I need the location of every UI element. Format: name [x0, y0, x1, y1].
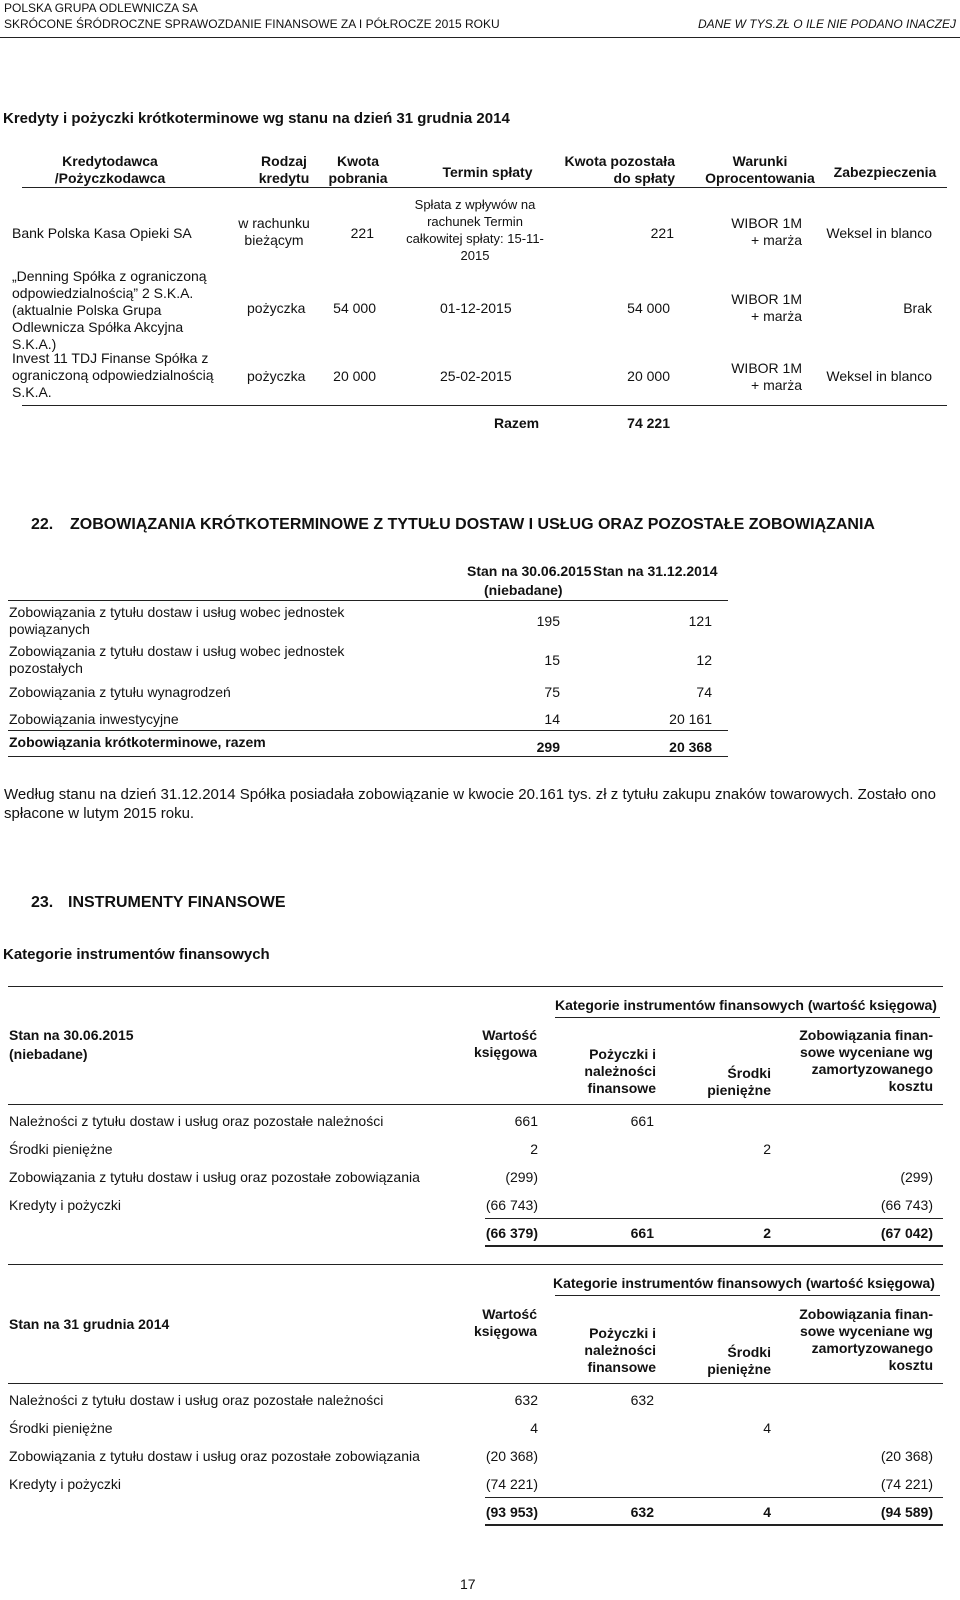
loan-row-2-amount: 54 000 — [333, 300, 376, 316]
table-b-bottom-rule — [485, 1524, 943, 1526]
section-23-subtitle: Kategorie instrumentów finansowych — [3, 946, 270, 963]
table-a-row-1-label: Należności z tytułu dostaw i usług oraz pozostałe należności — [9, 1113, 384, 1129]
table-a-top-rule — [8, 986, 943, 987]
table-a-date-note: (niebadane) — [9, 1046, 88, 1062]
table-a-total-loans: 661 — [630, 1225, 654, 1241]
table-a-h-liab: Zobowiązania finan- sowe wyceniane wg zamortyzowanego kosztu — [799, 1027, 933, 1094]
table-a-group-rule — [555, 1017, 940, 1018]
col-lender: Kredytodawca /Pożyczkodawca — [54, 153, 166, 186]
table-a-h-value: Wartość księgowa — [473, 1027, 537, 1060]
loans-body-rule — [22, 405, 947, 406]
liab-row-3-v2: 74 — [696, 684, 712, 700]
table-b-h-cash: Środki pieniężne — [707, 1344, 771, 1377]
table-b-total-rule — [485, 1497, 943, 1498]
table-b-total-loans: 632 — [630, 1504, 654, 1520]
liab-row-1-label: Zobowiązania z tytułu dostaw i usług wobec jednostek powiązanych — [9, 604, 345, 637]
table-b-date: Stan na 31 grudnia 2014 — [9, 1316, 170, 1332]
table-b-total-liab: (94 589) — [880, 1504, 933, 1520]
table-b-row-1-label: Należności z tytułu dostaw i usług oraz pozostałe należności — [9, 1392, 384, 1408]
table-a-row-3-liab: (299) — [900, 1169, 933, 1185]
table-b-row-1-value: 632 — [514, 1392, 538, 1408]
col-interest: Warunki Oprocentowania — [705, 153, 815, 186]
table-a-row-1-loans: 661 — [630, 1113, 654, 1129]
loans-title: Kredyty i pożyczki krótkoterminowe wg stanu na dzień 31 grudnia 2014 — [3, 110, 510, 127]
col-stan-2014: Stan na 31.12.2014 — [593, 563, 718, 579]
col-term: Termin spłaty — [442, 164, 533, 180]
company-name: POLSKA GRUPA ODLEWNICZA SA — [4, 1, 198, 15]
loan-row-3-remaining: 20 000 — [627, 368, 670, 384]
loans-header-rule — [22, 187, 947, 188]
liab-row-1-v1: 195 — [536, 613, 560, 629]
liab-row-3-v1: 75 — [544, 684, 560, 700]
liab-row-2-v1: 15 — [544, 652, 560, 668]
table-a-h-cash: Środki pieniężne — [707, 1065, 771, 1098]
report-title: SKRÓCONE ŚRÓDROCZNE SPRAWOZDANIE FINANSOWE ZA I PÓŁROCZE 2015 ROKU — [4, 17, 500, 31]
loan-row-3-interest: WIBOR 1M + marża — [731, 360, 802, 393]
table-b-h-value: Wartość księgowa — [473, 1306, 537, 1339]
liabilities-bottom-rule — [8, 756, 728, 757]
table-b-row-4-label: Kredyty i pożyczki — [9, 1476, 122, 1492]
table-a-row-4-value: (66 743) — [485, 1197, 538, 1213]
loan-row-3-amount: 20 000 — [333, 368, 376, 384]
liab-row-3-label: Zobowiązania z tytułu wynagrodzeń — [9, 684, 231, 700]
table-a-total-cash: 2 — [763, 1225, 771, 1241]
liabilities-header-rule — [8, 600, 728, 601]
table-b-row-2-label: Środki pieniężne — [9, 1420, 113, 1436]
col-stan-2015: Stan na 30.06.2015 — [467, 563, 592, 579]
loan-row-3-security: Weksel in blanco — [826, 368, 932, 384]
table-b-group-rule — [555, 1295, 940, 1296]
table-a-total-rule — [485, 1218, 943, 1219]
col-stan-2015-note: (niebadane) — [484, 582, 563, 598]
loan-row-2-type: pożyczka — [247, 300, 306, 316]
table-b-row-3-label: Zobowiązania z tytułu dostaw i usług oraz pozostałe zobowiązania — [9, 1448, 420, 1464]
loan-row-2-interest: WIBOR 1M + marża — [731, 291, 802, 324]
header-rule — [0, 37, 960, 38]
liab-row-4-label: Zobowiązania inwestycyjne — [9, 711, 179, 727]
loan-row-1-type: w rachunku bieżącym — [238, 215, 310, 248]
currency-note: DANE W TYS.ZŁ O ILE NIE PODANO INACZEJ — [697, 17, 956, 31]
table-a-row-4-label: Kredyty i pożyczki — [9, 1197, 122, 1213]
loans-total-label: Razem — [494, 415, 540, 431]
liabilities-note: Według stanu na dzień 31.12.2014 Spółka posiadała zobowiązanie w kwocie 20.161 tys. zł z tytułu zakupu znaków towarowych. Zostało ono spłacone w lutym 2015 roku. — [4, 786, 936, 822]
liab-row-4-v2: 20 161 — [669, 711, 712, 727]
loan-row-1-term: Spłata z wpływów na rachunek Termin całkowitej spłaty: 15-11-2015 — [406, 197, 544, 263]
page-header — [0, 0, 960, 38]
table-a-total-value: (66 379) — [485, 1225, 538, 1241]
table-b-group-header: Kategorie instrumentów finansowych (wartość księgowa) — [553, 1275, 935, 1291]
table-b-top-rule — [8, 1264, 943, 1265]
table-a-row-4-liab: (66 743) — [880, 1197, 933, 1213]
liab-total-label: Zobowiązania krótkoterminowe, razem — [9, 734, 266, 750]
loan-row-1-lender: Bank Polska Kasa Opieki SA — [12, 225, 192, 241]
loan-row-2-term: 01-12-2015 — [440, 300, 512, 316]
table-b-row-2-cash: 4 — [763, 1420, 771, 1436]
table-a-row-2-label: Środki pieniężne — [9, 1141, 113, 1157]
loans-total-value: 74 221 — [627, 415, 670, 431]
table-a-group-header: Kategorie instrumentów finansowych (wartość księgowa) — [555, 997, 937, 1013]
col-remaining: Kwota pozostała do spłaty — [564, 153, 675, 186]
liab-row-1-v2: 121 — [688, 613, 712, 629]
liab-row-2-label: Zobowiązania z tytułu dostaw i usług wobec jednostek pozostałych — [9, 643, 345, 676]
table-b-row-1-loans: 632 — [630, 1392, 654, 1408]
col-type: Rodzaj kredytu — [258, 153, 310, 186]
section-23-title: INSTRUMENTY FINANSOWE — [68, 894, 286, 911]
table-a-bottom-rule — [485, 1245, 943, 1247]
table-a-h-loans: Pożyczki i należności finansowe — [584, 1046, 656, 1096]
section-23-number: 23. — [31, 894, 54, 911]
loan-row-1-remaining: 221 — [650, 225, 674, 241]
liab-row-4-v1: 14 — [544, 711, 560, 727]
loan-row-3-type: pożyczka — [247, 368, 306, 384]
loan-row-2-lender: „Denning Spółka z ograniczoną odpowiedzialnością” 2 S.K.A. (aktualnie Polska Grupa Odlewnicza Spółka Akcyjna S.K.A.) — [12, 268, 207, 352]
loan-row-3-lender: Invest 11 TDJ Finanse Spółka z ograniczoną odpowiedzialnością S.K.A. — [12, 350, 214, 400]
col-amount: Kwota pobrania — [328, 153, 388, 186]
liab-row-2-v2: 12 — [696, 652, 712, 668]
table-b-row-3-value: (20 368) — [485, 1448, 538, 1464]
loan-row-1-security: Weksel in blanco — [826, 225, 932, 241]
table-a-row-1-value: 661 — [514, 1113, 538, 1129]
section-22-title: ZOBOWIĄZANIA KRÓTKOTERMINOWE Z TYTUŁU DOSTAW I USŁUG ORAZ POZOSTAŁE ZOBOWIĄZANIA — [70, 516, 875, 533]
loan-row-3-term: 25-02-2015 — [440, 368, 512, 384]
table-a-row-3-label: Zobowiązania z tytułu dostaw i usług oraz pozostałe zobowiązania — [9, 1169, 420, 1185]
table-b-total-value: (93 953) — [485, 1504, 538, 1520]
table-b-row-3-liab: (20 368) — [880, 1448, 933, 1464]
table-b-row-2-value: 4 — [530, 1420, 538, 1436]
liab-total-v1: 299 — [536, 739, 560, 755]
loan-row-1-amount: 221 — [350, 225, 374, 241]
loan-row-2-security: Brak — [903, 300, 932, 316]
table-a-row-2-cash: 2 — [763, 1141, 771, 1157]
table-a-date: Stan na 30.06.2015 — [9, 1027, 134, 1043]
table-b-row-4-value: (74 221) — [485, 1476, 538, 1492]
table-b-row-4-liab: (74 221) — [880, 1476, 933, 1492]
table-b-total-cash: 4 — [763, 1504, 771, 1520]
page-number: 17 — [460, 1576, 476, 1592]
liabilities-body-rule — [8, 730, 728, 731]
table-b-h-liab: Zobowiązania finan- sowe wyceniane wg zamortyzowanego kosztu — [799, 1306, 933, 1373]
table-b-header-rule — [8, 1383, 943, 1384]
table-a-row-3-value: (299) — [505, 1169, 538, 1185]
loan-row-1-interest: WIBOR 1M + marża — [731, 215, 802, 248]
section-22-number: 22. — [31, 516, 54, 533]
table-a-row-2-value: 2 — [530, 1141, 538, 1157]
table-b-h-loans: Pożyczki i należności finansowe — [584, 1325, 656, 1375]
col-security: Zabezpieczenia — [833, 164, 937, 180]
loan-row-2-remaining: 54 000 — [627, 300, 670, 316]
table-a-header-rule — [8, 1104, 943, 1105]
table-a-total-liab: (67 042) — [880, 1225, 933, 1241]
liab-total-v2: 20 368 — [669, 739, 712, 755]
